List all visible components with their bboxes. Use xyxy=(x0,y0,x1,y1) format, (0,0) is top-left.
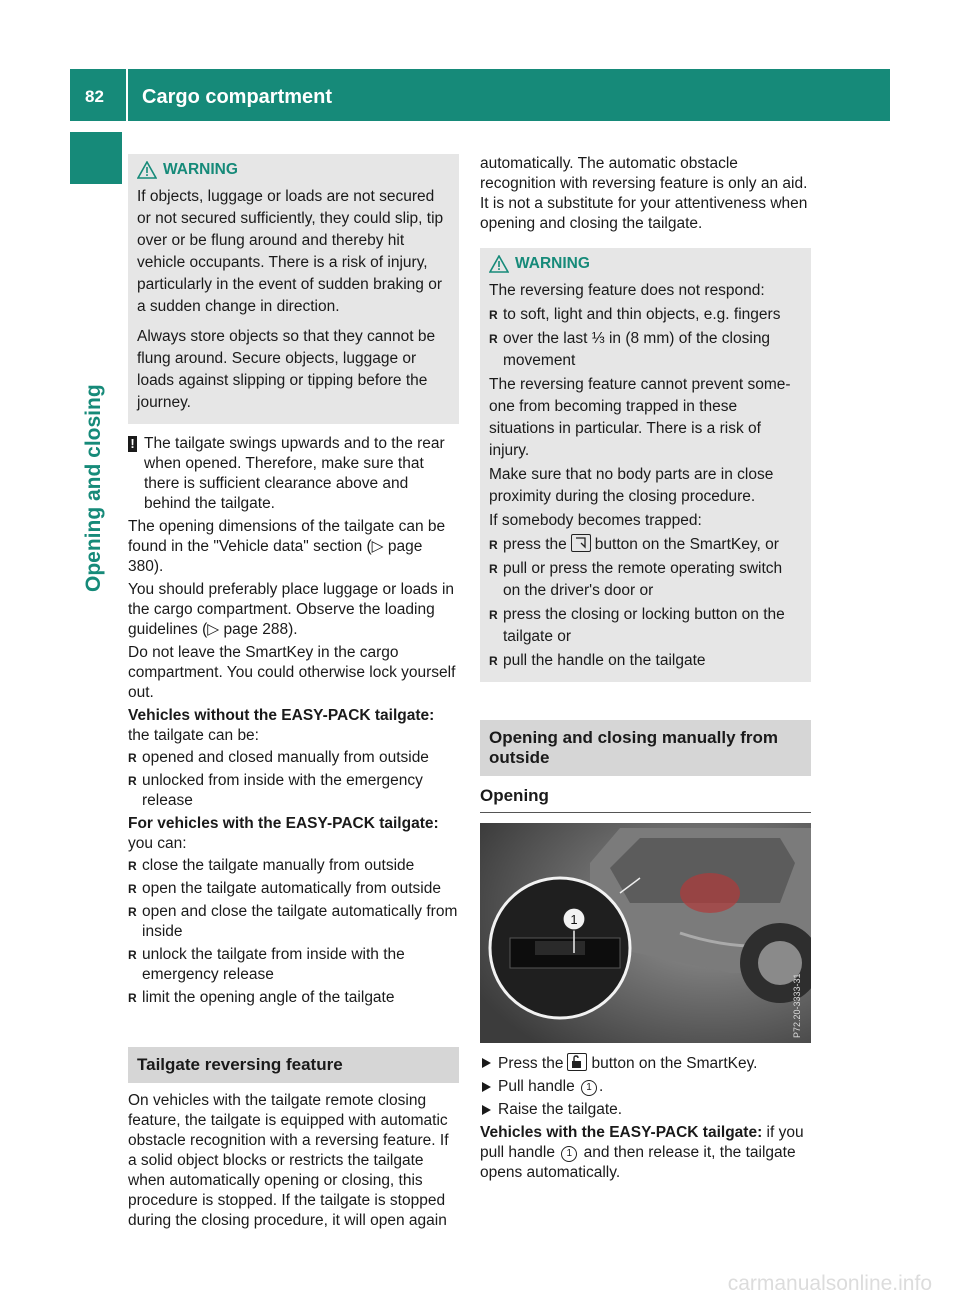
list-item: R press the closing or locking button on the tailgate or xyxy=(489,604,802,648)
list-item: R to soft, light and thin objects, e.g. fingers xyxy=(489,304,802,326)
warning-paragraph: If somebody becomes trapped: xyxy=(489,512,702,529)
callout-number: 1 xyxy=(570,912,578,927)
paragraph-opening-dimensions: The opening dimensions of the tailgate can be found in the "Vehicle data" section (▷ page 380). xyxy=(128,518,446,575)
list-item: R press the button on the SmartKey, or xyxy=(489,534,802,556)
page-header xyxy=(70,69,890,121)
tailgate-close-key-icon xyxy=(571,534,591,552)
chapter-tab-block xyxy=(70,132,122,184)
list-item: R opened and closed manually from outside xyxy=(128,748,459,768)
callout-marker: 1 xyxy=(581,1080,597,1096)
list-item: R open and close the tailgate automatically from inside xyxy=(128,902,459,942)
page-number: 82 xyxy=(85,87,104,106)
unlock-key-icon xyxy=(567,1053,587,1071)
section-heading-reversing: Tailgate reversing feature xyxy=(128,1047,459,1083)
warning-box-reversing xyxy=(480,248,811,682)
step-pull-handle: Pull handle 1 . xyxy=(480,1077,811,1097)
list-item: R pull the handle on the tailgate xyxy=(489,650,802,672)
step-raise-tailgate: Raise the tailgate. xyxy=(480,1100,811,1120)
list-item: R unlock the tailgate from inside with the emergency release xyxy=(128,945,459,985)
exclamation-icon: ! xyxy=(128,436,137,452)
left-column xyxy=(128,154,459,1234)
warning-box-objects xyxy=(128,154,459,424)
list-item: R close the tailgate manually from outside xyxy=(128,856,459,876)
tailgate-illustration xyxy=(480,823,811,1043)
paragraph-reversing: On vehicles with the tailgate remote closing feature, the tailgate is equipped with automatic obstacle recognition with a reversing feature. If a solid object blocks or restricts the tailgate when automatically opening or closing, this procedure is stopped. If the tailgate is stopped during the closing procedure, it will open again xyxy=(128,1092,449,1229)
warning-title: WARNING xyxy=(163,161,238,178)
warning-title: WARNING xyxy=(515,255,590,272)
warning-paragraph: The reversing feature does not respond: xyxy=(489,282,765,299)
section-heading-manual: Opening and closing manually from outside xyxy=(480,720,811,776)
list-item: R pull or press the remote operating switch on the driver's door or xyxy=(489,558,802,602)
warning-heading xyxy=(489,254,802,274)
callout-marker: 1 xyxy=(561,1146,577,1162)
warning-triangle-icon xyxy=(137,161,157,179)
note-text: The tailgate swings upwards and to the rear when opened. Therefore, make sure that there is sufficient clearance above and behind the tailgate. xyxy=(144,435,445,512)
list-item: R unlocked from inside with the emergency release xyxy=(128,771,459,811)
paragraph-continued: automatically. The automatic obstacle recognition with reversing feature is only an aid. It is not a substitute for your attentiveness when opening and closing the tailgate. xyxy=(480,155,808,232)
step-press-unlock: Press the button on the SmartKey. xyxy=(480,1053,811,1074)
watermark: carmanualsonline.info xyxy=(727,1272,932,1295)
note-tailgate-clearance xyxy=(128,434,459,514)
tailgate-photo xyxy=(480,823,811,1043)
intro-without-easypack: the tailgate can be: xyxy=(128,727,259,744)
figure-code: P72.20-3333-31 xyxy=(792,973,802,1038)
paragraph-loading: You should preferably place luggage or loads in the cargo compartment. Observe the loading guidelines (▷ page 288). xyxy=(128,581,455,638)
heading-without-easypack: Vehicles without the EASY-PACK tailgate: xyxy=(128,707,435,724)
right-column xyxy=(480,154,811,1186)
warning-paragraph: If objects, luggage or loads are not secured or not secured sufficiently, they could slip, tip over or be flung around and thereby hit vehicle occupants. There is a risk of injury, particularly in the event of sudden braking or a sudden change in direction. xyxy=(137,188,444,315)
warning-paragraph: Always store objects so that they cannot be flung around. Secure objects, luggage or loads against slipping or tipping before the journey. xyxy=(137,328,436,411)
subheading-opening: Opening xyxy=(480,786,811,813)
warning-paragraph: The reversing feature cannot prevent some-one from becoming trapped in these situations in particular. There is a risk of injury. xyxy=(489,376,791,459)
paragraph-smartkey: Do not leave the SmartKey in the cargo compartment. You could otherwise lock yourself out. xyxy=(128,644,456,701)
list-item: R over the last ⅓ in (8 mm) of the closing movement xyxy=(489,328,802,372)
list-item: R open the tailgate automatically from outside xyxy=(128,879,459,899)
chapter-label: Opening and closing xyxy=(82,384,105,592)
warning-triangle-icon xyxy=(489,255,509,273)
header-divider xyxy=(126,69,128,121)
warning-heading xyxy=(137,160,450,180)
heading-with-easypack: For vehicles with the EASY-PACK tailgate: xyxy=(128,815,439,832)
list-item: R limit the opening angle of the tailgate xyxy=(128,988,459,1008)
warning-paragraph: Make sure that no body parts are in close proximity during the closing procedure. xyxy=(489,466,774,505)
page-title: Cargo compartment xyxy=(142,86,333,108)
intro-with-easypack: you can: xyxy=(128,835,187,852)
paragraph-easypack-opening: Vehicles with the EASY-PACK tailgate: if you pull handle 1 and then release it, the tailgate opens automatically. xyxy=(480,1124,804,1181)
